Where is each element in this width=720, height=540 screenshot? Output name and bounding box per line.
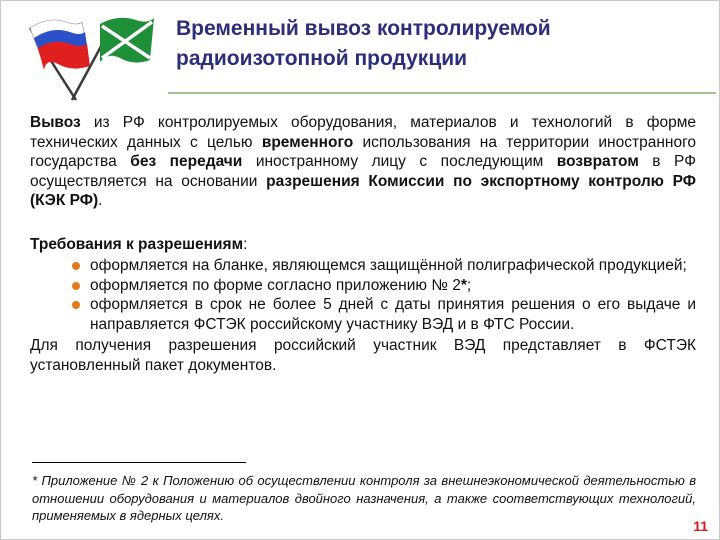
- page-title: [176, 14, 696, 74]
- intro-text-4: в РФ осуществляется на основании: [30, 153, 696, 190]
- intro-text-3: иностранному лицу с последующим: [242, 153, 557, 170]
- bullet-icon: [72, 262, 80, 270]
- russian-flag-icon: [30, 20, 90, 100]
- flags-emblem: [8, 8, 158, 104]
- list-item: [68, 276, 696, 296]
- slide-body: [30, 113, 696, 375]
- intro-term-temporary: временного: [261, 133, 354, 151]
- header-divider: [168, 92, 716, 94]
- list-item-text: оформляется по форме согласно приложению № 2: [90, 276, 461, 294]
- intro-term-no-transfer: без передачи: [130, 153, 243, 170]
- intro-term: Вывоз: [30, 114, 81, 131]
- requirements-list: [30, 256, 696, 334]
- bullet-icon: [72, 301, 80, 309]
- intro-text-2: использования на территории иностранного государства: [30, 133, 697, 170]
- list-item: [68, 295, 696, 334]
- intro-text-5: .: [98, 192, 103, 209]
- requirements-heading-colon: :: [243, 235, 248, 253]
- title-line-1: Временный вывоз контролируемой: [176, 17, 551, 40]
- footnote-marker: *: [460, 276, 467, 294]
- list-item-punct: ;: [466, 276, 472, 294]
- footnote: * Приложение № 2 к Положению об осуществлении контроля за внешнеэкономической деятельностью в отношении оборудования и материалов двойного назначения, а также соответствующих технологий, применяемых в ядерных целях.: [32, 473, 696, 523]
- list-item-text: оформляется на бланке, являющемся защищённой полиграфической продукцией;: [90, 257, 687, 274]
- footnote-divider: [32, 462, 246, 463]
- intro-text-1: из РФ контролируемых оборудования, материалов и технологий в форме технических данных с целью: [30, 114, 696, 151]
- intro-paragraph: [30, 113, 696, 211]
- intro-term-return: возвратом: [556, 153, 639, 170]
- list-item-text: оформляется в срок не более 5 дней с даты принятия решения о его выдаче и направляется ФСТЭК российскому участнику ВЭД и в ФТС России.: [90, 296, 696, 333]
- closing-paragraph: Для получения разрешения российский участник ВЭД представляет в ФСТЭК установленный пакет документов.: [30, 337, 696, 374]
- bullet-icon: [72, 282, 80, 290]
- title-line-2: радиоизотопной продукции: [176, 47, 468, 70]
- page-number: 11: [693, 518, 708, 534]
- requirements-heading: [30, 235, 696, 255]
- list-item: [68, 256, 696, 276]
- intro-term-permit: разрешения Комиссии по экспортному контролю РФ (КЭК РФ): [30, 172, 696, 209]
- requirements-heading-text: Требования к разрешениям: [30, 235, 244, 253]
